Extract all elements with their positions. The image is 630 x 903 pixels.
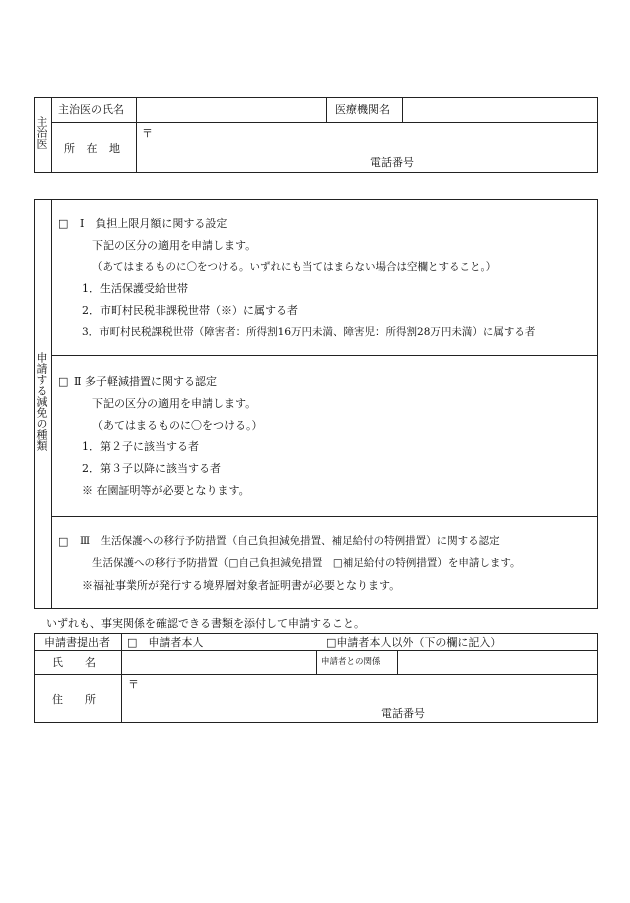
sec2-heading: Ⅱ 多子軽減措置に関する認定 <box>74 375 217 388</box>
sec1-line1: 下記の区分の適用を申請します。 <box>92 239 257 252</box>
sec1-item-1[interactable]: 1．生活保護受給世帯 <box>82 282 188 295</box>
institution-label-left-divider <box>326 97 327 122</box>
reduction-section-label: 申請する減免の種類 <box>35 352 48 451</box>
sec2-note: ※ 在園証明等が必要となります。 <box>82 484 250 497</box>
applicant-name-field[interactable] <box>122 651 315 673</box>
relation-label-left-divider <box>316 650 317 674</box>
sec3-checkbox[interactable]: □ <box>58 535 69 548</box>
applicant-postal-mark: 〒 <box>128 678 139 691</box>
sec1-item-3[interactable]: 3．市町村民税課税世帯（障害者：所得割16万円未満、障害児：所得割28万円未満）に属する者 <box>82 326 536 338</box>
reduction-sec1-divider <box>51 355 598 356</box>
sec2-item-1[interactable]: 1．第２子に該当する者 <box>82 440 199 453</box>
doctor-address-field[interactable] <box>137 123 597 172</box>
applicant-address-label: 住 所 <box>52 693 96 706</box>
sec3-heading: Ⅲ 生活保護への移行予防措置（自己負担減免措置、補足給付の特例措置）に関する認定 <box>80 535 500 547</box>
applicant-name-label: 氏 名 <box>52 656 96 669</box>
institution-label: 医療機関名 <box>335 103 390 116</box>
reduction-label-divider <box>51 199 52 609</box>
submitter-label: 申請書提出者 <box>44 636 110 649</box>
sec1-line2: （あてはまるものに〇をつける。いずれにも当てはまらない場合は空欄とすること。） <box>92 261 497 273</box>
sec1-checkbox[interactable]: □ <box>58 217 69 230</box>
applicant-phone-label: 電話番号 <box>381 707 425 720</box>
attach-note: いずれも、事実関係を確認できる書類を添付して申請すること。 <box>46 617 365 630</box>
reduction-sec2-divider <box>51 516 598 517</box>
sec2-item-2[interactable]: 2．第３子以降に該当する者 <box>82 462 221 475</box>
applicant-address-field[interactable] <box>122 675 597 722</box>
institution-name-field[interactable] <box>403 98 597 121</box>
sec3-line1: 生活保護への移行予防措置（□自己負担減免措置 □補足給付の特例措置）を申請します。 <box>92 557 521 569</box>
doctor-name-label: 主治医の氏名 <box>58 103 124 116</box>
sec1-heading: Ⅰ 負担上限月額に関する設定 <box>80 217 228 230</box>
doctor-name-field[interactable] <box>137 98 325 121</box>
sec2-line2: （あてはまるものに〇をつける。） <box>92 419 263 432</box>
sec2-line1: 下記の区分の適用を申請します。 <box>92 397 257 410</box>
doctor-label-divider <box>51 97 52 173</box>
doctor-phone-label: 電話番号 <box>370 156 414 169</box>
submitter-option-other[interactable]: □申請者本人以外（下の欄に記入） <box>326 636 502 649</box>
doctor-postal-mark: 〒 <box>142 127 153 140</box>
submitter-option-self[interactable]: □ 申請者本人 <box>127 636 204 649</box>
relation-label: 申請者との関係 <box>321 657 381 667</box>
sec3-note: ※福祉事業所が発行する境界層対象者証明書が必要となります。 <box>82 579 401 592</box>
relation-field[interactable] <box>398 651 597 673</box>
doctor-section-label: 主治医 <box>35 116 48 149</box>
sec1-item-2[interactable]: 2．市町村民税非課税世帯（※）に属する者 <box>82 304 298 317</box>
sec2-checkbox[interactable]: □ <box>58 375 69 388</box>
doctor-address-label: 所 在 地 <box>64 142 124 155</box>
